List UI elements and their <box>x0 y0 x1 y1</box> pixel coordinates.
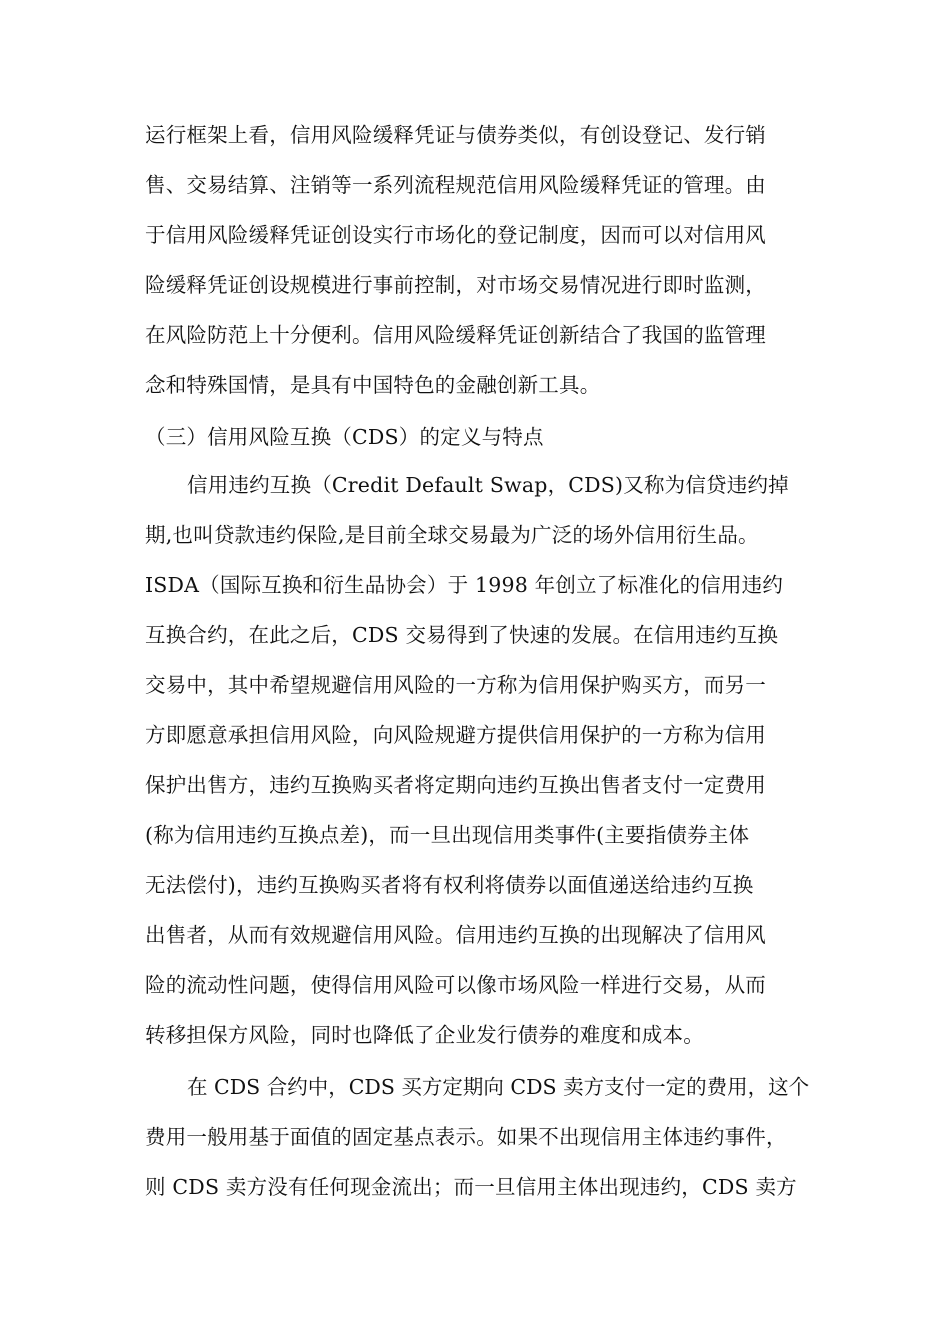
paragraph-1-line-1: 运行框架上看，信用风险缓释凭证与债券类似，有创设登记、发行销 <box>145 123 766 147</box>
paragraph-3-line-2: 费用一般用基于面值的固定基点表示。如果不出现信用主体违约事件， <box>145 1125 787 1149</box>
paragraph-1-line-5: 在风险防范上十分便利。信用风险缓释凭证创新结合了我国的监管理 <box>145 323 766 347</box>
paragraph-2-line-5: 交易中，其中希望规避信用风险的一方称为信用保护购买方，而另一 <box>145 673 766 697</box>
paragraph-2-line-11: 险的流动性问题，使得信用风险可以像市场风险一样进行交易，从而 <box>145 973 766 997</box>
paragraph-2-line-3: ISDA（国际互换和衍生品协会）于 1998 年创立了标准化的信用违约 <box>145 573 784 597</box>
paragraph-2-line-8: (称为信用违约互换点差)，而一旦出现信用类事件(主要指债券主体 <box>145 823 750 847</box>
paragraph-2-line-4: 互换合约，在此之后，CDS 交易得到了快速的发展。在信用违约互换 <box>145 623 779 647</box>
paragraph-3-line-1: 在 CDS 合约中，CDS 买方定期向 CDS 卖方支付一定的费用，这个 <box>187 1075 810 1099</box>
paragraph-2-line-7: 保护出售方，违约互换购买者将定期向违约互换出售者支付一定费用 <box>145 773 766 797</box>
paragraph-3-line-3: 则 CDS 卖方没有任何现金流出；而一旦信用主体出现违约，CDS 卖方 <box>145 1175 797 1199</box>
paragraph-1-line-4: 险缓释凭证创设规模进行事前控制，对市场交易情况进行即时监测， <box>145 273 766 297</box>
paragraph-2-line-6: 方即愿意承担信用风险，向风险规避方提供信用保护的一方称为信用 <box>145 723 766 747</box>
paragraph-1-line-6: 念和特殊国情，是具有中国特色的金融创新工具。 <box>145 373 601 397</box>
section-heading: （三）信用风险互换（CDS）的定义与特点 <box>145 425 544 449</box>
paragraph-2-line-2: 期,也叫贷款违约保险,是目前全球交易最为广泛的场外信用衍生品。 <box>145 523 759 547</box>
paragraph-2-line-12: 转移担保方风险，同时也降低了企业发行债券的难度和成本。 <box>145 1023 704 1047</box>
paragraph-2-line-1: 信用违约互换（Credit Default Swap，CDS)又称为信贷违约掉 <box>187 473 789 497</box>
paragraph-2-line-10: 出售者，从而有效规避信用风险。信用违约互换的出现解决了信用风 <box>145 923 766 947</box>
paragraph-2-line-9: 无法偿付)，违约互换购买者将有权利将债券以面值递送给违约互换 <box>145 873 754 897</box>
paragraph-1-line-2: 售、交易结算、注销等一系列流程规范信用风险缓释凭证的管理。由 <box>145 173 766 197</box>
paragraph-1-line-3: 于信用风险缓释凭证创设实行市场化的登记制度，因而可以对信用风 <box>145 223 766 247</box>
